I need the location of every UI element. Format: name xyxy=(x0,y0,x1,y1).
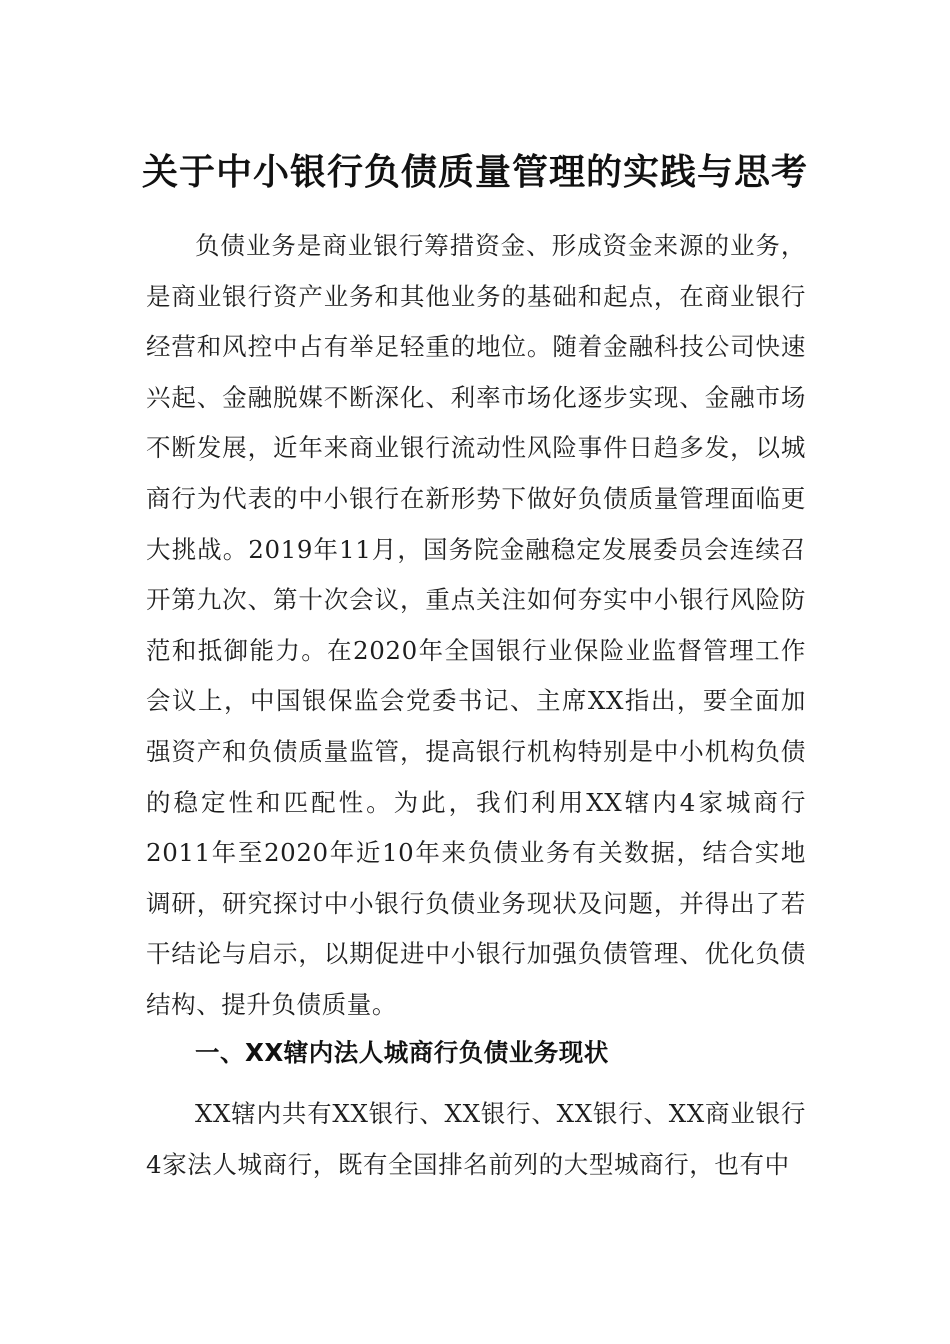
section-paragraph: XX辖内共有XX银行、XX银行、XX银行、XX商业银行4家法人城商行，既有全国排名前列的大型城商行，也有中 xyxy=(146,1099,806,1179)
document-title: 关于中小银行负债质量管理的实践与思考 xyxy=(141,151,808,193)
intro-paragraph: 负债业务是商业银行筹措资金、形成资金来源的业务，是商业银行资产业务和其他业务的基础和起点，在商业银行经营和风控中占有举足轻重的地位。随着金融科技公司快速兴起、金融脱媒不断深化、利率市场化逐步实现、金融市场不断发展，近年来商业银行流动性风险事件日趋多发，以城商行为代表的中小银行在新形势下做好负债质量管理面临更大挑战。2019年11月，国务院金融稳定发展委员会连续召开第九次、第十次会议，重点关注如何夯实中小银行风险防范和抵御能力。在2020年全国银行业保险业监督管理工作会议上，中国银保监会党委书记、主席XX指出，要全面加强资产和负债质量监管，提高银行机构特别是中小机构负债的稳定性和匹配性。为此，我们利用XX辖内4家城商行2011年至2020年近10年来负债业务有关数据，结合实地调研，研究探讨中小银行负债业务现状及问题，并得出了若干结论与启示，以期促进中小银行加强负债管理、优化负债结构、提升负债质量。 xyxy=(146,231,806,1019)
section-heading: 一、XX辖内法人城商行负债业务现状 xyxy=(195,1038,609,1067)
